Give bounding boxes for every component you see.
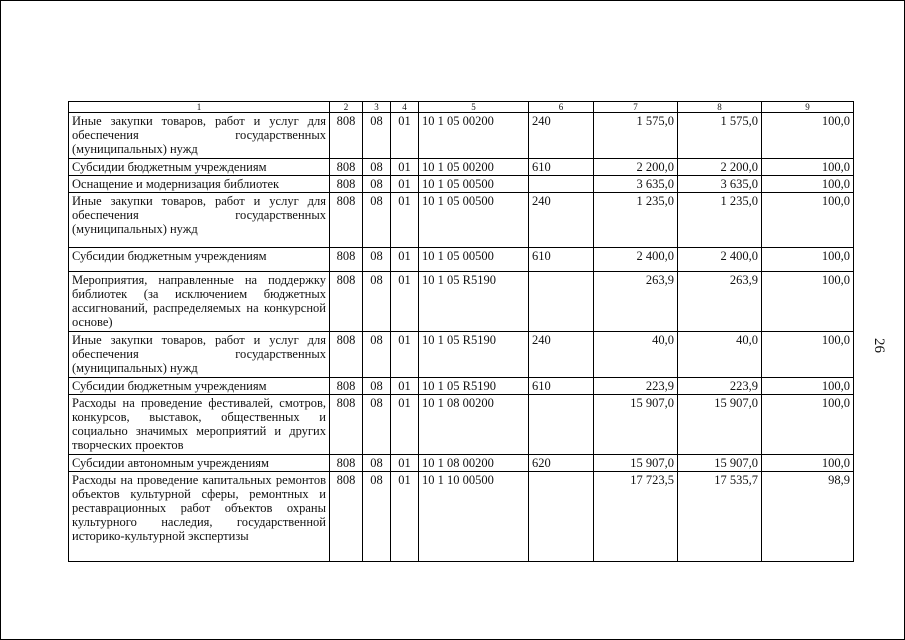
target-article-cell: 10 1 05 00500 (419, 193, 529, 248)
item-name-cell: Субсидии бюджетным учреждениям (69, 378, 330, 395)
execution-percent-cell: 100,0 (762, 159, 854, 176)
planned-amount-cell: 3 635,0 (594, 176, 678, 193)
table-row (69, 176, 854, 193)
executed-amount-cell: 1 235,0 (678, 193, 762, 248)
execution-percent-cell: 100,0 (762, 248, 854, 272)
subsection-code-cell: 01 (391, 272, 419, 332)
ministry-code-cell: 808 (330, 176, 363, 193)
header-cell: 8 (678, 102, 762, 113)
item-name-cell: Мероприятия, направленные на поддержку библиотек (за исключением бюджетных ассигнований, распределяемых на конкурсной основе) (69, 272, 330, 332)
execution-percent-cell: 100,0 (762, 455, 854, 472)
planned-amount-cell: 17 723,5 (594, 472, 678, 562)
executed-amount-cell: 15 907,0 (678, 455, 762, 472)
ministry-code-cell: 808 (330, 193, 363, 248)
table-row (69, 248, 854, 272)
section-code-cell: 08 (363, 378, 391, 395)
table-body (69, 113, 854, 562)
table-row (69, 472, 854, 562)
ministry-code-cell: 808 (330, 378, 363, 395)
subsection-code-cell: 01 (391, 395, 419, 455)
executed-amount-cell: 263,9 (678, 272, 762, 332)
ministry-code-cell: 808 (330, 472, 363, 562)
table-row (69, 395, 854, 455)
execution-percent-cell: 100,0 (762, 193, 854, 248)
planned-amount-cell: 223,9 (594, 378, 678, 395)
subsection-code-cell: 01 (391, 113, 419, 159)
item-name-cell: Субсидии бюджетным учреждениям (69, 248, 330, 272)
header-cell: 6 (529, 102, 594, 113)
subsection-code-cell: 01 (391, 193, 419, 248)
item-name-cell: Иные закупки товаров, работ и услуг для обеспечения государственных (муниципальных) нужд (69, 332, 330, 378)
target-article-cell: 10 1 10 00500 (419, 472, 529, 562)
item-name-cell: Оснащение и модернизация библиотек (69, 176, 330, 193)
planned-amount-cell: 263,9 (594, 272, 678, 332)
planned-amount-cell: 2 400,0 (594, 248, 678, 272)
execution-percent-cell: 100,0 (762, 332, 854, 378)
section-code-cell: 08 (363, 159, 391, 176)
expense-type-cell (529, 176, 594, 193)
executed-amount-cell: 1 575,0 (678, 113, 762, 159)
executed-amount-cell: 3 635,0 (678, 176, 762, 193)
ministry-code-cell: 808 (330, 248, 363, 272)
header-cell: 5 (419, 102, 529, 113)
table-row (69, 332, 854, 378)
ministry-code-cell: 808 (330, 332, 363, 378)
header-cell: 3 (363, 102, 391, 113)
table-row (69, 272, 854, 332)
section-code-cell: 08 (363, 248, 391, 272)
ministry-code-cell: 808 (330, 113, 363, 159)
section-code-cell: 08 (363, 395, 391, 455)
executed-amount-cell: 2 200,0 (678, 159, 762, 176)
table-row (69, 113, 854, 159)
executed-amount-cell: 223,9 (678, 378, 762, 395)
table-row (69, 455, 854, 472)
target-article-cell: 10 1 05 R5190 (419, 378, 529, 395)
table-row (69, 378, 854, 395)
section-code-cell: 08 (363, 455, 391, 472)
subsection-code-cell: 01 (391, 472, 419, 562)
executed-amount-cell: 17 535,7 (678, 472, 762, 562)
header-cell: 7 (594, 102, 678, 113)
execution-percent-cell: 100,0 (762, 176, 854, 193)
table-row (69, 159, 854, 176)
subsection-code-cell: 01 (391, 455, 419, 472)
planned-amount-cell: 2 200,0 (594, 159, 678, 176)
section-code-cell: 08 (363, 176, 391, 193)
section-code-cell: 08 (363, 332, 391, 378)
executed-amount-cell: 40,0 (678, 332, 762, 378)
budget-table (68, 101, 854, 562)
section-code-cell: 08 (363, 472, 391, 562)
execution-percent-cell: 100,0 (762, 113, 854, 159)
expense-type-cell: 610 (529, 378, 594, 395)
subsection-code-cell: 01 (391, 176, 419, 193)
subsection-code-cell: 01 (391, 159, 419, 176)
item-name-cell: Расходы на проведение фестивалей, смотров, конкурсов, выставок, общественных и социально значимых мероприятий и других творческих проектов (69, 395, 330, 455)
item-name-cell: Расходы на проведение капитальных ремонтов объектов культурной сферы, ремонтных и реставрационных работ объектов охраны культурного наследия, государственной историко-культурной экспертизы (69, 472, 330, 562)
section-code-cell: 08 (363, 193, 391, 248)
expense-type-cell: 240 (529, 193, 594, 248)
target-article-cell: 10 1 05 R5190 (419, 272, 529, 332)
expense-type-cell: 610 (529, 159, 594, 176)
ministry-code-cell: 808 (330, 272, 363, 332)
target-article-cell: 10 1 05 00200 (419, 113, 529, 159)
item-name-cell: Иные закупки товаров, работ и услуг для обеспечения государственных (муниципальных) нужд (69, 113, 330, 159)
planned-amount-cell: 1 575,0 (594, 113, 678, 159)
header-cell: 4 (391, 102, 419, 113)
expense-type-cell: 240 (529, 113, 594, 159)
execution-percent-cell: 100,0 (762, 378, 854, 395)
section-code-cell: 08 (363, 113, 391, 159)
item-name-cell: Субсидии бюджетным учреждениям (69, 159, 330, 176)
subsection-code-cell: 01 (391, 378, 419, 395)
executed-amount-cell: 15 907,0 (678, 395, 762, 455)
item-name-cell: Субсидии автономным учреждениям (69, 455, 330, 472)
expense-type-cell: 620 (529, 455, 594, 472)
subsection-code-cell: 01 (391, 332, 419, 378)
target-article-cell: 10 1 05 R5190 (419, 332, 529, 378)
expense-type-cell (529, 272, 594, 332)
target-article-cell: 10 1 08 00200 (419, 395, 529, 455)
expense-type-cell (529, 472, 594, 562)
page-number: 26 (871, 338, 887, 353)
execution-percent-cell: 100,0 (762, 272, 854, 332)
target-article-cell: 10 1 05 00200 (419, 159, 529, 176)
table-row (69, 193, 854, 248)
header-row (69, 102, 854, 113)
execution-percent-cell: 98,9 (762, 472, 854, 562)
planned-amount-cell: 15 907,0 (594, 455, 678, 472)
planned-amount-cell: 1 235,0 (594, 193, 678, 248)
ministry-code-cell: 808 (330, 395, 363, 455)
item-name-cell: Иные закупки товаров, работ и услуг для обеспечения государственных (муниципальных) нужд (69, 193, 330, 248)
subsection-code-cell: 01 (391, 248, 419, 272)
expense-type-cell: 610 (529, 248, 594, 272)
execution-percent-cell: 100,0 (762, 395, 854, 455)
expense-type-cell (529, 395, 594, 455)
header-cell: 9 (762, 102, 854, 113)
target-article-cell: 10 1 05 00500 (419, 176, 529, 193)
planned-amount-cell: 40,0 (594, 332, 678, 378)
section-code-cell: 08 (363, 272, 391, 332)
header-cell: 2 (330, 102, 363, 113)
ministry-code-cell: 808 (330, 455, 363, 472)
target-article-cell: 10 1 05 00500 (419, 248, 529, 272)
planned-amount-cell: 15 907,0 (594, 395, 678, 455)
ministry-code-cell: 808 (330, 159, 363, 176)
expense-type-cell: 240 (529, 332, 594, 378)
target-article-cell: 10 1 08 00200 (419, 455, 529, 472)
executed-amount-cell: 2 400,0 (678, 248, 762, 272)
header-cell: 1 (69, 102, 330, 113)
